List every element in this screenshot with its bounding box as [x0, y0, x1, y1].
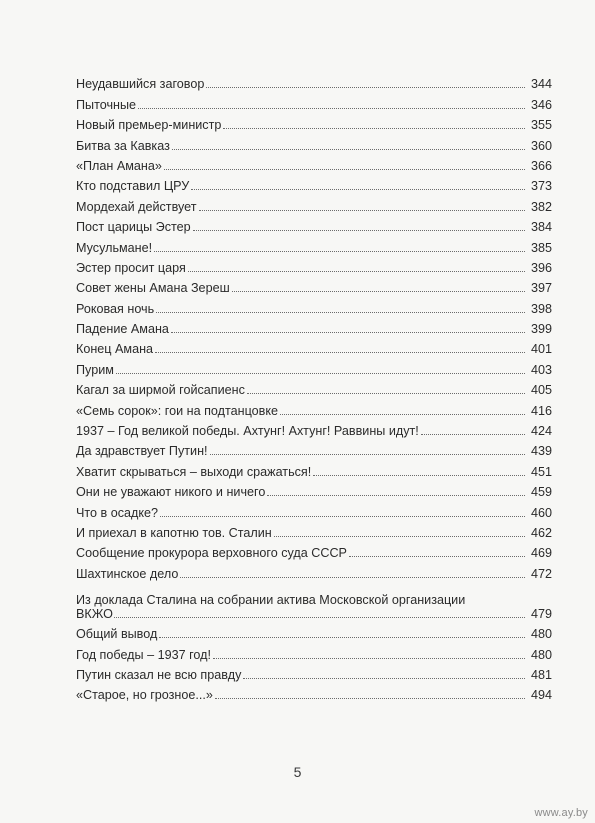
dot-leader	[421, 434, 525, 435]
toc-entry-page: 439	[530, 444, 552, 459]
dot-leader	[267, 495, 525, 496]
toc-entry-title-wrap	[76, 593, 526, 621]
dot-leader	[156, 312, 525, 313]
toc-entry	[76, 316, 552, 336]
toc-entry-page: 416	[530, 403, 552, 418]
dot-leader	[154, 251, 525, 252]
dot-leader	[215, 698, 525, 699]
dot-leader	[116, 373, 525, 374]
toc-entry-page: 460	[530, 505, 552, 520]
toc-entry-page: 424	[530, 424, 552, 439]
toc-entry-page: 451	[530, 464, 552, 479]
toc-entry-title: Сообщение прокурора верховного суда СССР	[76, 546, 347, 561]
toc-entry	[76, 336, 552, 356]
toc-entry	[76, 295, 552, 315]
dot-leader	[223, 128, 525, 129]
toc-entry-title: Путин сказал не всю правду	[76, 667, 242, 682]
toc-entry-multiline	[76, 581, 552, 621]
toc-entry-title: Конец Амана	[76, 342, 154, 357]
toc-entry-title: Год победы – 1937 год!	[76, 647, 211, 662]
toc-entry-title: Шахтинское дело	[76, 566, 179, 581]
toc-entry	[76, 560, 552, 580]
toc-entry-page: 360	[530, 138, 552, 153]
dot-leader	[171, 332, 525, 333]
page-number: 5	[293, 764, 302, 780]
toc-entry	[76, 132, 552, 152]
toc-entry	[76, 458, 552, 478]
toc-entry-title: Роковая ночь	[76, 301, 155, 316]
toc-entry-page: 398	[530, 301, 552, 316]
toc-entry	[76, 540, 552, 560]
toc-entry	[76, 234, 552, 254]
toc-entry-title: Пурим	[76, 362, 114, 377]
dot-leader	[160, 516, 525, 517]
watermark-text: www.ay.by	[534, 807, 588, 819]
toc-entry	[76, 418, 552, 438]
dot-leader	[188, 271, 525, 272]
dot-leader	[280, 414, 525, 415]
toc-entry	[76, 214, 552, 234]
toc-entry	[76, 173, 552, 193]
toc-entry	[76, 641, 552, 661]
toc-entry	[76, 356, 552, 376]
toc-entry-title: «Семь сорок»: гои на подтанцовке	[76, 403, 278, 418]
toc-entry	[76, 621, 552, 641]
toc-entry-page: 459	[530, 485, 552, 500]
toc-entry	[76, 377, 552, 397]
toc-entry-title: Кагал за ширмой гойсапиенс	[76, 383, 245, 398]
toc-entry	[76, 682, 552, 702]
toc-entry	[76, 193, 552, 213]
dot-leader	[172, 149, 525, 150]
dot-leader	[274, 536, 525, 537]
toc-entry-page: 346	[530, 97, 552, 112]
dot-leader	[138, 108, 525, 109]
toc-entry	[76, 91, 552, 111]
toc-entry-page: 396	[530, 260, 552, 275]
toc-entry-title: Хватит скрываться – выходи сражаться!	[76, 464, 312, 479]
dot-leader	[349, 556, 525, 557]
toc-entry-title: Эстер просит царя	[76, 260, 186, 275]
toc-entry-page: 403	[530, 362, 552, 377]
toc-entry-title: Они не уважают никого и ничего	[76, 485, 266, 500]
toc-entry-page: 373	[530, 179, 552, 194]
toc-entry-title: Пыточные	[76, 97, 137, 112]
toc-entry	[76, 479, 552, 499]
toc-entry	[76, 71, 552, 91]
toc-entry-title: Мусульмане!	[76, 240, 153, 255]
toc-entry-page: 494	[530, 688, 552, 703]
toc-entry-title: Кто подставил ЦРУ	[76, 179, 190, 194]
toc-entry-title: Да здравствует Путин!	[76, 444, 208, 459]
dot-leader	[164, 169, 525, 170]
toc-entry	[76, 397, 552, 417]
dot-leader	[247, 393, 525, 394]
toc-entry-title-line2-row	[76, 607, 526, 621]
toc-entry	[76, 520, 552, 540]
dot-leader	[210, 454, 525, 455]
toc-entry-page: 401	[530, 342, 552, 357]
toc-entry-page: 344	[530, 77, 552, 92]
dot-leader	[155, 352, 525, 353]
toc-entry-page: 462	[530, 525, 552, 540]
toc-entry-page: 397	[530, 281, 552, 296]
dot-leader	[114, 617, 525, 618]
toc-entry-page: 472	[530, 566, 552, 581]
toc-entry-title: Битва за Кавказ	[76, 138, 170, 153]
dot-leader	[193, 230, 525, 231]
toc-entry-page: 355	[530, 118, 552, 133]
toc-entry-page: 480	[530, 627, 552, 642]
toc-entry-title-line1: Из доклада Сталина на собрании актива Московской организации	[76, 592, 466, 607]
toc-entry-title-line2: ВКЖО	[76, 606, 113, 621]
toc-entry	[76, 662, 552, 682]
dot-leader	[243, 678, 525, 679]
toc-entry	[76, 255, 552, 275]
toc-entry-title: Что в осадке?	[76, 505, 159, 520]
toc-entry-title: Новый премьер-министр	[76, 118, 222, 133]
toc-entry-title: «План Амана»	[76, 158, 162, 173]
toc-entry-title: Совет жены Амана Зереш	[76, 281, 230, 296]
toc-entry-page: 385	[530, 240, 552, 255]
toc-entry-page: 469	[530, 546, 552, 561]
toc-entry-page: 480	[530, 647, 552, 662]
toc-entry-title: Пост царицы Эстер	[76, 220, 191, 235]
dot-leader	[313, 475, 525, 476]
toc-entry	[76, 112, 552, 132]
dot-leader	[180, 577, 525, 578]
dot-leader	[199, 210, 526, 211]
toc-entry-page: 479	[530, 606, 552, 621]
toc-entry	[76, 438, 552, 458]
toc-entry-title: «Старое, но грозное...»	[76, 688, 213, 703]
toc-entry-title: Падение Амана	[76, 322, 169, 337]
dot-leader	[191, 189, 525, 190]
toc-entry	[76, 499, 552, 519]
toc-entry-title: И приехал в капотню тов. Сталин	[76, 525, 272, 540]
dot-leader	[232, 291, 525, 292]
toc-entry-page: 405	[530, 383, 552, 398]
toc-entry-title: 1937 – Год великой победы. Ахтунг! Ахтунг! Раввины идут!	[76, 424, 419, 439]
toc-entry-page: 399	[530, 322, 552, 337]
table-of-contents	[76, 71, 552, 702]
toc-entry-title: Общий вывод	[76, 627, 158, 642]
dot-leader	[159, 637, 525, 638]
toc-entry	[76, 275, 552, 295]
toc-entry-page: 481	[530, 667, 552, 682]
toc-entry-title: Неудавшийся заговор	[76, 77, 205, 92]
toc-entry-page: 382	[530, 199, 552, 214]
toc-entry-title: Мордехай действует	[76, 199, 197, 214]
toc-entry	[76, 153, 552, 173]
toc-entry-page: 384	[530, 220, 552, 235]
toc-entry-page: 366	[530, 158, 552, 173]
dot-leader	[206, 87, 525, 88]
dot-leader	[213, 658, 525, 659]
